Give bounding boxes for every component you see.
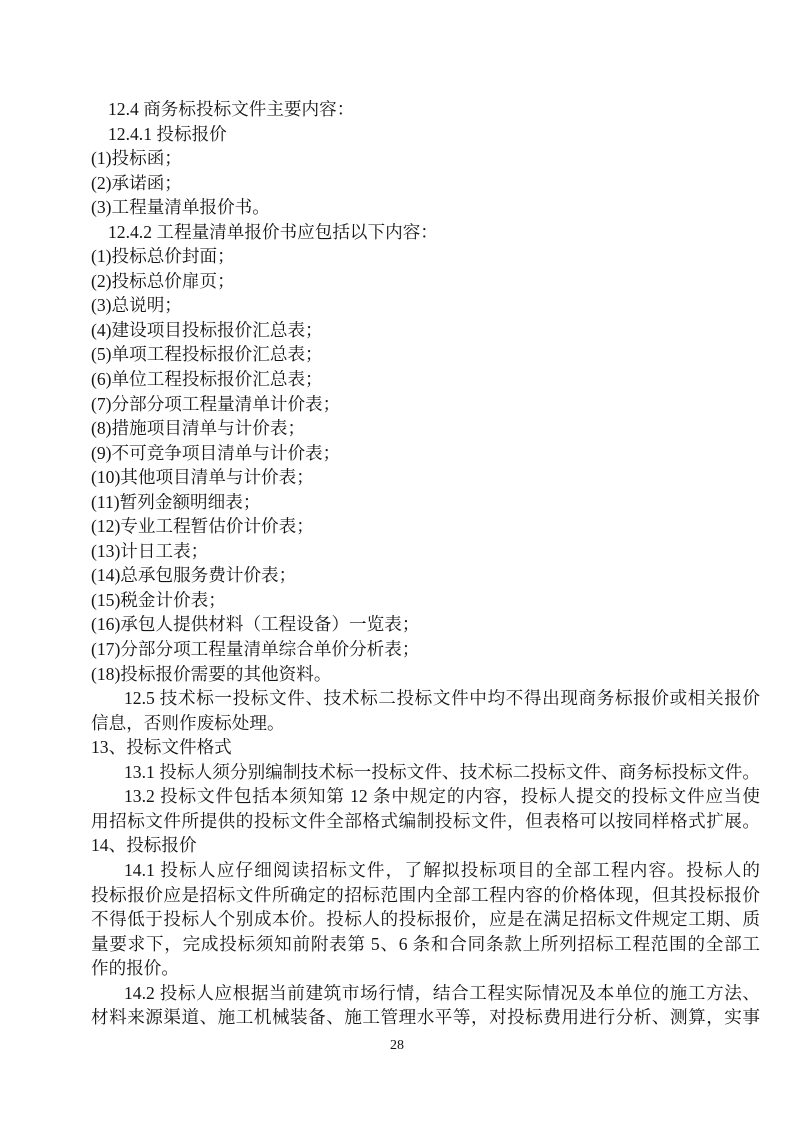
document-line: (4)建设项目投标报价汇总表； [91,319,323,340]
document-line: (15)税金计价表； [91,589,226,610]
document-line: 投标报价应是招标文件所确定的招标范围内全部工程内容的价格体现，但其投标报价 [91,884,760,905]
document-line: (8)措施项目清单与计价表； [91,418,306,439]
document-line: 13.2 投标文件包括本须知第 12 条中规定的内容，投标人提交的投标文件应当使 [124,786,760,807]
document-line: 14、投标报价 [91,835,197,856]
document-line: (7)分部分项工程量清单计价表； [91,393,341,414]
document-line: 12.4.2 工程量清单报价书应包括以下内容： [108,221,438,242]
document-line: 不得低于投标人个别成本价。投标人的投标报价，应是在满足招标文件规定工期、质 [91,909,760,930]
document-line: (6)单位工程投标报价汇总表； [91,369,323,390]
document-line: (5)单项工程投标报价汇总表； [91,344,323,365]
document-line: 用招标文件所提供的投标文件全部格式编制投标文件，但表格可以按同样格式扩展。 [91,810,760,831]
document-line: (14)总承包服务费计价表； [91,565,297,586]
document-line: (9)不可竞争项目清单与计价表； [91,442,341,463]
document-line: (12)专业工程暂估价计价表； [91,516,314,537]
document-line: (3)总说明； [91,295,182,316]
document-line: (18)投标报价需要的其他资料。 [91,663,332,684]
document-line: (16)承包人提供材料（工程设备）一览表； [91,614,420,635]
document-line: 14.2 投标人应根据当前建筑市场行情，结合工程实际情况及本单位的施工方法、 [124,982,760,1003]
document-line: 材料来源渠道、施工机械装备、施工管理水平等，对投标费用进行分析、测算，实事 [91,1007,760,1028]
document-line: (2)承诺函； [91,172,182,193]
document-line: 12.4.1 投标报价 [108,123,227,144]
document-line: 13、投标文件格式 [91,737,232,758]
document-line: 信息，否则作废标处理。 [91,712,285,733]
document-line: (2)投标总价扉页； [91,270,235,291]
document-line: 量要求下，完成投标须知前附表第 5、6 条和合同条款上所列招标工程范围的全部工 [91,933,760,954]
document-body-text [91,97,760,1030]
document-line: (13)计日工表； [91,540,209,561]
document-line: 12.4 商务标投标文件主要内容： [108,99,355,119]
page-number: 28 [390,1038,404,1053]
document-line: (11)暂列金额明细表； [91,491,261,512]
document-line: 13.1 投标人须分别编制技术标一投标文件、技术标二投标文件、商务标投标文件。 [124,761,760,782]
document-line: (1)投标总价封面； [91,246,235,267]
document-line: 12.5 技术标一投标文件、技术标二投标文件中均不得出现商务标报价或相关报价 [124,688,760,709]
document-line: 14.1 投标人应仔细阅读招标文件，了解拟投标项目的全部工程内容。投标人的 [124,859,760,880]
document-line: (1)投标函； [91,148,182,169]
document-line: (3)工程量清单报价书。 [91,197,270,218]
document-line: (17)分部分项工程量清单综合单价分析表； [91,639,420,660]
document-line: (10)其他项目清单与计价表； [91,467,314,488]
document-line: 作的报价。 [91,958,179,979]
